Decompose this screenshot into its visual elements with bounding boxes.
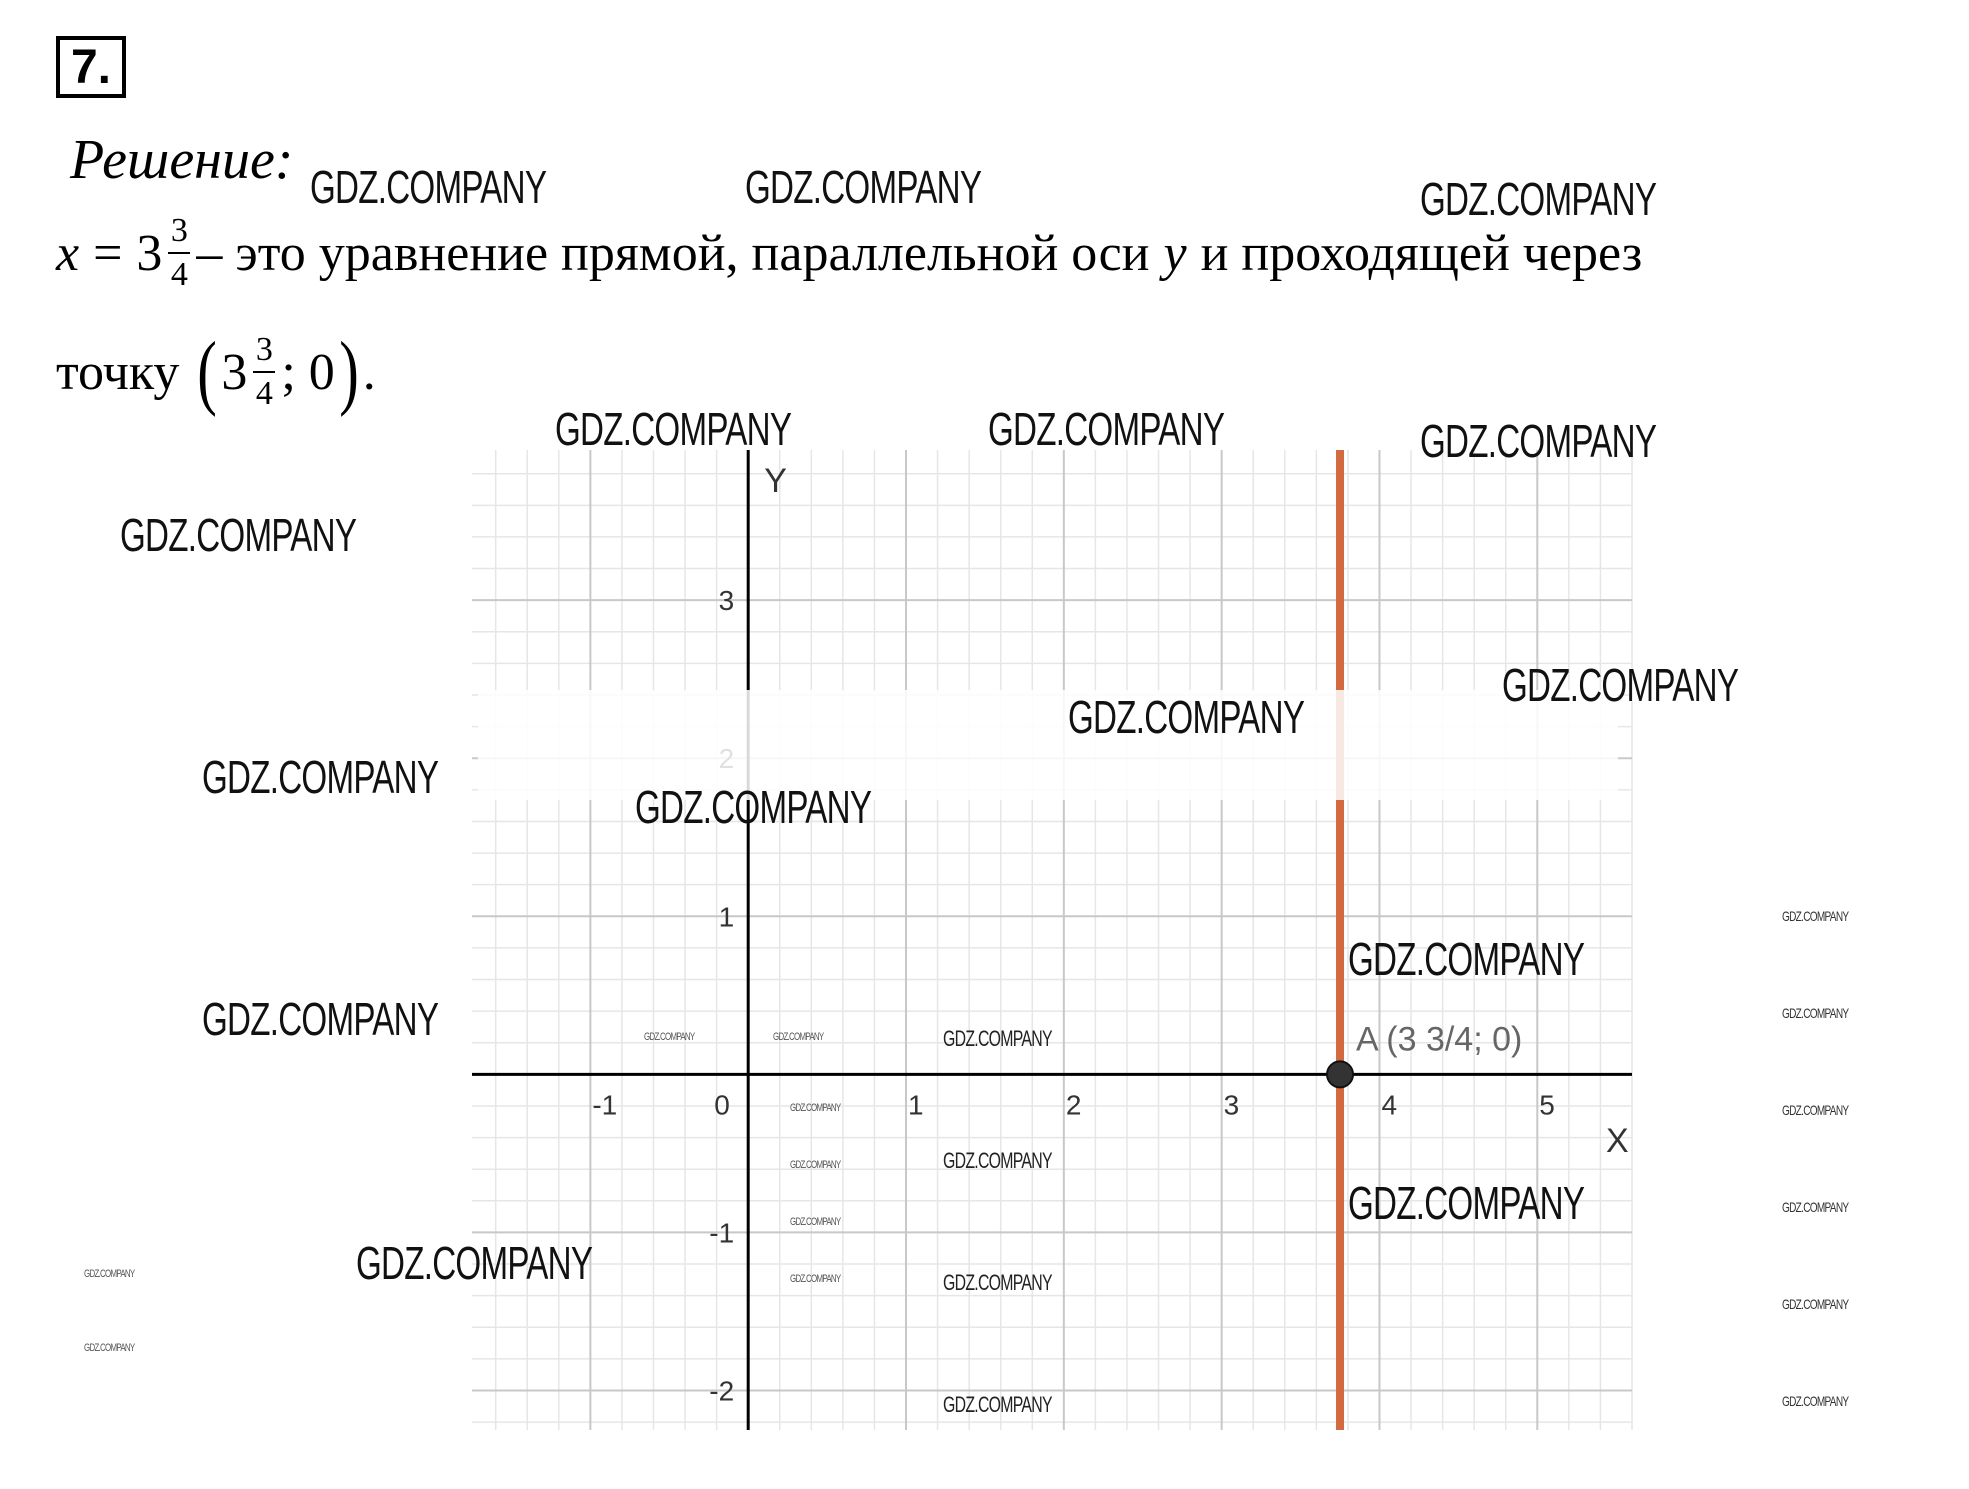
eq-denominator: 4 (170, 256, 188, 293)
watermark: GDZ.COMPANY (790, 1216, 841, 1228)
eq-sign: = (93, 224, 123, 282)
watermark: GDZ.COMPANY (555, 403, 792, 455)
watermark: GDZ.COMPANY (84, 1268, 135, 1280)
x-axis-label: X (1606, 1122, 1629, 1160)
watermark: GDZ.COMPANY (1420, 415, 1657, 467)
watermark: GDZ.COMPANY (310, 161, 547, 213)
point-close-paren: ) (339, 325, 359, 418)
solution-label: Решение: (70, 129, 294, 191)
watermark: GDZ.COMPANY (1348, 1177, 1585, 1229)
point-open-paren: ( (197, 325, 218, 418)
eq-variable: x (56, 224, 80, 282)
watermark: GDZ.COMPANY (745, 161, 982, 213)
watermark: GDZ.COMPANY (1502, 659, 1739, 711)
point-numerator: 3 (255, 331, 273, 368)
eq-numerator: 3 (170, 212, 188, 249)
point-whole: 3 (221, 343, 248, 401)
watermark: GDZ.COMPANY (988, 403, 1225, 455)
eq-whole: 3 (136, 224, 163, 282)
watermark: GDZ.COMPANY (202, 993, 439, 1045)
watermark: GDZ.COMPANY (356, 1237, 593, 1289)
watermark: GDZ.COMPANY (1782, 1393, 1849, 1409)
watermark: GDZ.COMPANY (943, 1026, 1052, 1051)
watermark: GDZ.COMPANY (1782, 1102, 1849, 1118)
watermark: GDZ.COMPANY (943, 1270, 1052, 1295)
watermark: GDZ.COMPANY (84, 1342, 135, 1354)
eq-text-2: и проходящей через (1200, 224, 1643, 282)
watermark: GDZ.COMPANY (943, 1148, 1052, 1173)
watermark: GDZ.COMPANY (1420, 173, 1657, 225)
axis-variable: y (1163, 224, 1187, 282)
x-tick-label: -1 (592, 1089, 618, 1121)
watermark: GDZ.COMPANY (1782, 1199, 1849, 1215)
point-separator: ; 0 (281, 343, 335, 401)
watermark: GDZ.COMPANY (790, 1273, 841, 1285)
watermark: GDZ.COMPANY (773, 1031, 824, 1043)
y-tick-label: 3 (718, 585, 735, 617)
x-tick-label: 3 (1223, 1089, 1240, 1121)
x-tick-label: 1 (908, 1089, 924, 1121)
point-a-marker (1327, 1061, 1353, 1087)
watermark: GDZ.COMPANY (202, 751, 439, 803)
point-word: точку (56, 343, 180, 401)
y-tick-label: 1 (718, 901, 735, 933)
x-tick-label: 5 (1539, 1089, 1555, 1121)
watermark: GDZ.COMPANY (1782, 908, 1849, 924)
y-axis-label: Y (764, 462, 787, 500)
watermark: GDZ.COMPANY (1782, 1296, 1849, 1312)
watermark: GDZ.COMPANY (943, 1392, 1052, 1417)
x-tick-label: 4 (1381, 1089, 1398, 1121)
y-tick-label: -1 (709, 1217, 735, 1249)
watermark: GDZ.COMPANY (790, 1159, 841, 1171)
task-number: 7. (56, 36, 126, 98)
eq-text-1: – это уравнение прямой, параллельной оси (196, 224, 1150, 282)
watermark: GDZ.COMPANY (790, 1102, 841, 1114)
watermark: GDZ.COMPANY (1348, 933, 1585, 985)
watermark: GDZ.COMPANY (635, 781, 872, 833)
sentence-end: . (362, 343, 376, 401)
y-tick-label: -2 (709, 1375, 735, 1407)
point-denominator: 4 (255, 375, 273, 412)
watermark: GDZ.COMPANY (120, 509, 357, 561)
x-tick-label: 2 (1065, 1089, 1082, 1121)
x-tick-label: 0 (714, 1089, 730, 1121)
watermark: GDZ.COMPANY (1782, 1005, 1849, 1021)
point-a-label: A (3 3/4; 0) (1356, 1020, 1523, 1059)
watermark: GDZ.COMPANY (1068, 691, 1305, 743)
watermark: GDZ.COMPANY (644, 1031, 695, 1043)
